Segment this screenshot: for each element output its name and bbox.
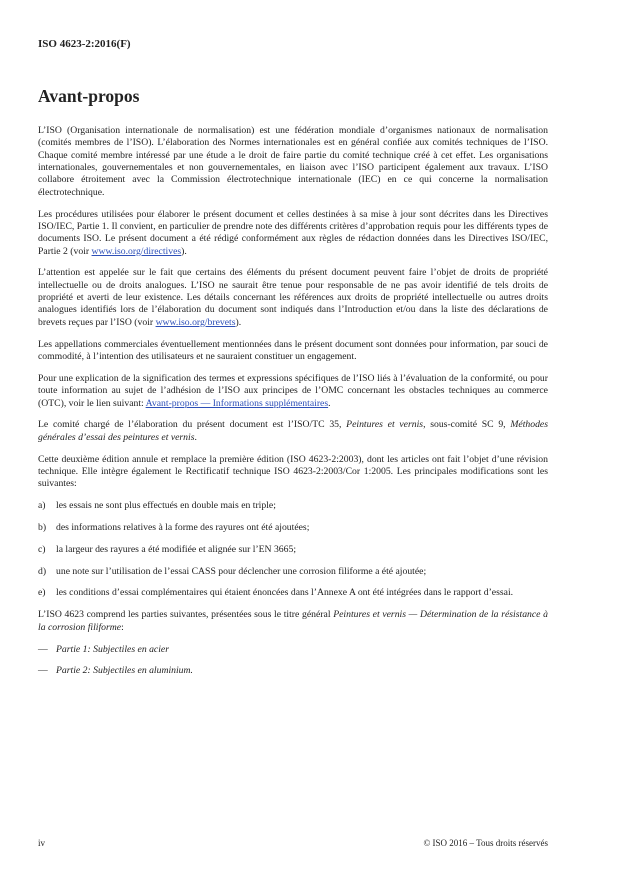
text: Peintures et vernis — Détermination de la résistance à la corrosion filiforme: [38, 609, 549, 633]
list-item: [38, 587, 548, 599]
paragraph-procedures: [38, 209, 548, 258]
list-text: la largeur des rayures a été modifiée et alignée sur l’EN 3665;: [56, 543, 297, 555]
text: Les procédures utilisées pour élaborer le présent document et celles destinées à sa mise à jour sont décrites dans les Directives ISO/IEC, Partie 1. Il convient, en particulier de prendre note des différents critères d’approbation requis pour les différents types de documents ISO. Le présent document a été rédigé conformément aux règles de rédaction données dans les Directives ISO/IEC, Partie 2 (voir: [38, 208, 548, 257]
paragraph-conformity: [38, 373, 548, 410]
list-text: Partie 2: Subjectiles en aluminium.: [56, 665, 193, 677]
list-item: [38, 500, 548, 512]
text: L’ISO 4623 comprend les parties suivantes, présentées sous le titre général: [38, 609, 334, 621]
list-text: une note sur l’utilisation de l’essai CASS pour déclencher une corrosion filiforme a été ajoutée;: [56, 565, 427, 577]
list-marker: —: [38, 643, 48, 655]
list-text: Partie 1: Subjectiles en acier: [56, 643, 169, 655]
parts-list: [38, 644, 548, 678]
list-text: des informations relatives à la forme des rayures ont été ajoutées;: [56, 521, 310, 533]
list-marker: c): [38, 543, 46, 555]
text: .: [328, 397, 331, 409]
page-number: iv: [38, 838, 46, 848]
section-title: Avant-propos: [38, 86, 140, 106]
list-marker: e): [38, 587, 46, 599]
list-marker: b): [38, 521, 47, 533]
text: L’attention est appelée sur le fait que certains des éléments du présent document peuvent faire l’objet de droits de propriété intellectuelle ou de droits analogues. L’ISO ne saurait être tenue pour responsable de ne pas avoir identifié de tels droits de propriété et averti de leur existence. Les détails concernant les références aux droits de propriété intellectuelle ou autres droits analogues identifiés lors de l’élaboration du document sont indiqués dans l’Introduction et/ou dans la liste des déclarations de brevets reçues par l’ISO (voir: [38, 267, 548, 328]
paragraph-committee: [38, 419, 548, 444]
document-header: ISO 4623-2:2016(F): [38, 38, 131, 50]
text: :: [121, 621, 124, 633]
text: ).: [235, 316, 242, 328]
list-item: [38, 566, 548, 578]
paragraph-trade-names: Les appellations commerciales éventuellement mentionnées dans le présent document sont données pour information, par souci de commodité, à l’intention des utilisateurs et ne sauraient constituer un engagement.: [38, 338, 548, 362]
changes-list: [38, 500, 548, 600]
list-marker: a): [38, 500, 46, 512]
text: ).: [181, 245, 187, 257]
text: .: [194, 431, 197, 443]
list-marker: —: [38, 665, 48, 677]
list-text: les essais ne sont plus effectués en double mais en triple;: [56, 500, 276, 512]
text: Le comité chargé de l’élaboration du présent document est l’ISO/TC 35,: [38, 419, 347, 431]
list-marker: d): [38, 565, 47, 577]
avant-propos-link[interactable]: Avant-propos — Informations supplémentaires: [145, 397, 329, 409]
text: Méthodes générales d’essai des peintures et vernis: [38, 419, 548, 443]
text: Pour une explication de la signification des termes et expressions spécifiques de l’ISO liés à l’évaluation de la conformité, ou pour toute information au sujet de l’adhésion de l’ISO aux principes de l’OMC concernant les obstacles techniques au commerce (OTC), voir le lien suivant:: [38, 372, 548, 409]
list-item: [38, 665, 548, 677]
list-item: [38, 522, 548, 534]
document-body: [38, 125, 548, 687]
paragraph-patents: [38, 267, 548, 329]
directives-link[interactable]: www.iso.org/directives: [91, 245, 182, 257]
paragraph-parts: [38, 609, 548, 634]
text: Peintures et vernis: [346, 419, 424, 431]
paragraph-edition: Cette deuxième édition annule et remplace la première édition (ISO 4623-2:2003), dont les articles ont fait l’objet d’une révision technique. Elle intègre également le Rectificatif technique ISO 4623-2:2003/Cor 1:2005. Les principales modifications sont les suivantes:: [38, 453, 548, 490]
list-item: [38, 544, 548, 556]
paragraph-iso-intro: L’ISO (Organisation internationale de normalisation) est une fédération mondiale d’organismes nationaux de normalisation (comités membres de l’ISO). L’élaboration des Normes internationales est en général confiée aux comités techniques de l’ISO. Chaque comité membre intéressé par une étude a le droit de faire partie du comité technique créé à cet effet. Les organisations internationales, gouvernementales et non gouvernementales, en liaison avec l’ISO participent également aux travaux. L’ISO collabore étroitement avec la Commission électrotechnique internationale (IEC) en ce qui concerne la normalisation électrotechnique.: [38, 125, 548, 198]
list-item: [38, 644, 548, 656]
text: , sous-comité SC 9,: [423, 419, 511, 431]
list-text: les conditions d’essai complémentaires qui étaient énoncées dans l’Annexe A ont été intégrées dans le rapport d’essai.: [56, 587, 514, 599]
copyright: © ISO 2016 – Tous droits réservés: [423, 838, 548, 848]
brevets-link[interactable]: www.iso.org/brevets: [155, 316, 236, 328]
